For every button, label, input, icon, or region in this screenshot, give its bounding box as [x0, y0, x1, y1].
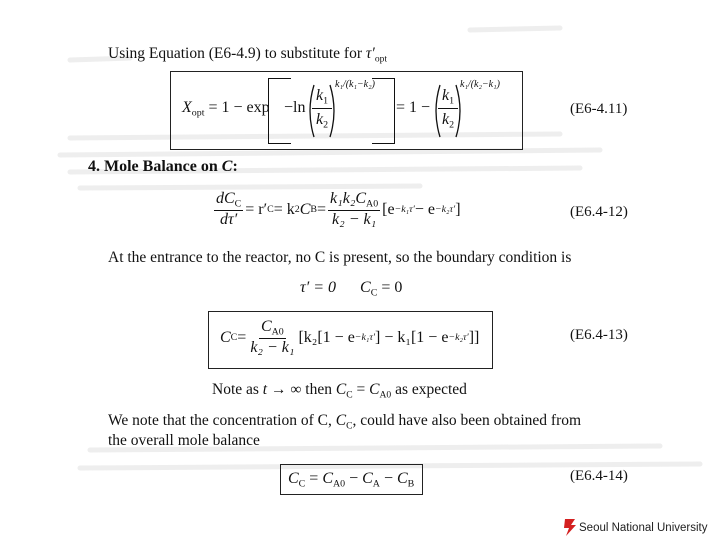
eq11-frac-right: $k_1$ $k_2$	[438, 88, 458, 131]
eq12-derivative: $\frac{dC_C}{d\tau'}$	[216, 190, 242, 228]
eq11-mid: = 1 −	[396, 99, 431, 116]
eq13-number: (E6.4-13)	[570, 327, 628, 343]
eq11-neg-ln: −ln	[284, 99, 306, 116]
university-logo-icon	[562, 517, 578, 537]
logo-mark	[564, 519, 576, 536]
eq11-number: (E6-4.11)	[570, 101, 628, 117]
eq11-exponent-right: k₁/(k₂−k₁)	[460, 79, 500, 90]
eq11-exp: = 1 − exp	[204, 99, 270, 116]
university-name: Seoul National University	[579, 522, 708, 534]
eq14-number: (E6.4-14)	[570, 468, 628, 484]
equation-14: $C_C = C_{A0} - C_A - C_B$	[288, 470, 415, 490]
eq11-exponent-left: k₁/(k₁−k₂)	[335, 79, 375, 90]
logo-shape	[562, 517, 578, 537]
intro-line	[108, 46, 387, 64]
equation-12: $\frac{dC_C}{d\tau'}$ = r′ C = k 2 C B = $\frac{k_1k_2C_{A0}}{\text{k₂ − k₁}}$ [e −k₁τ′ − e −k₂τ′ ]	[216, 190, 461, 228]
eq11-x-sub: opt	[191, 107, 205, 119]
eq12-number: (E6.4-12)	[570, 204, 628, 220]
equation-11	[182, 100, 270, 118]
boundary-condition: τ′ = 0 $C_C = 0$	[300, 279, 403, 299]
eq12-fraction: $\frac{k_1k_2C_{A0}}{\text{k₂ − k₁}}$	[330, 190, 379, 228]
equation-13: C C = $\frac{C_{A0}}{\text{k₂ − k₁}}$ [k₂[1 − e −k₁τ′ ] − k₁[1 − e −k₂τ′ ]]	[220, 318, 480, 356]
paragraph-line-2: the overall mole balance	[108, 432, 260, 449]
section-heading: 4. Mole Balance on C:	[88, 158, 238, 175]
eq11-frac-left: $k_1$ $k_2$	[312, 88, 332, 131]
paragraph-line-1: We note that the concentration of C, $C_C$, could have also been obtained from	[108, 412, 582, 432]
boundary-sentence: At the entrance to the reactor, no C is present, so the boundary condition is	[108, 249, 572, 266]
intro-tau-sub: opt	[374, 53, 388, 65]
intro-tau: τ′	[365, 45, 375, 62]
intro-text: Using Equation (E6-4.9) to substitute for	[108, 45, 366, 62]
eq11-x: X	[182, 99, 192, 116]
eq11-right-bracket	[372, 78, 395, 144]
note-line: Note as t → ∞ then $C_C = C_{A0}$ as expected	[212, 381, 467, 401]
eq13-fraction: $\frac{C_{A0}}{\text{k₂ − k₁}}$	[250, 318, 295, 356]
